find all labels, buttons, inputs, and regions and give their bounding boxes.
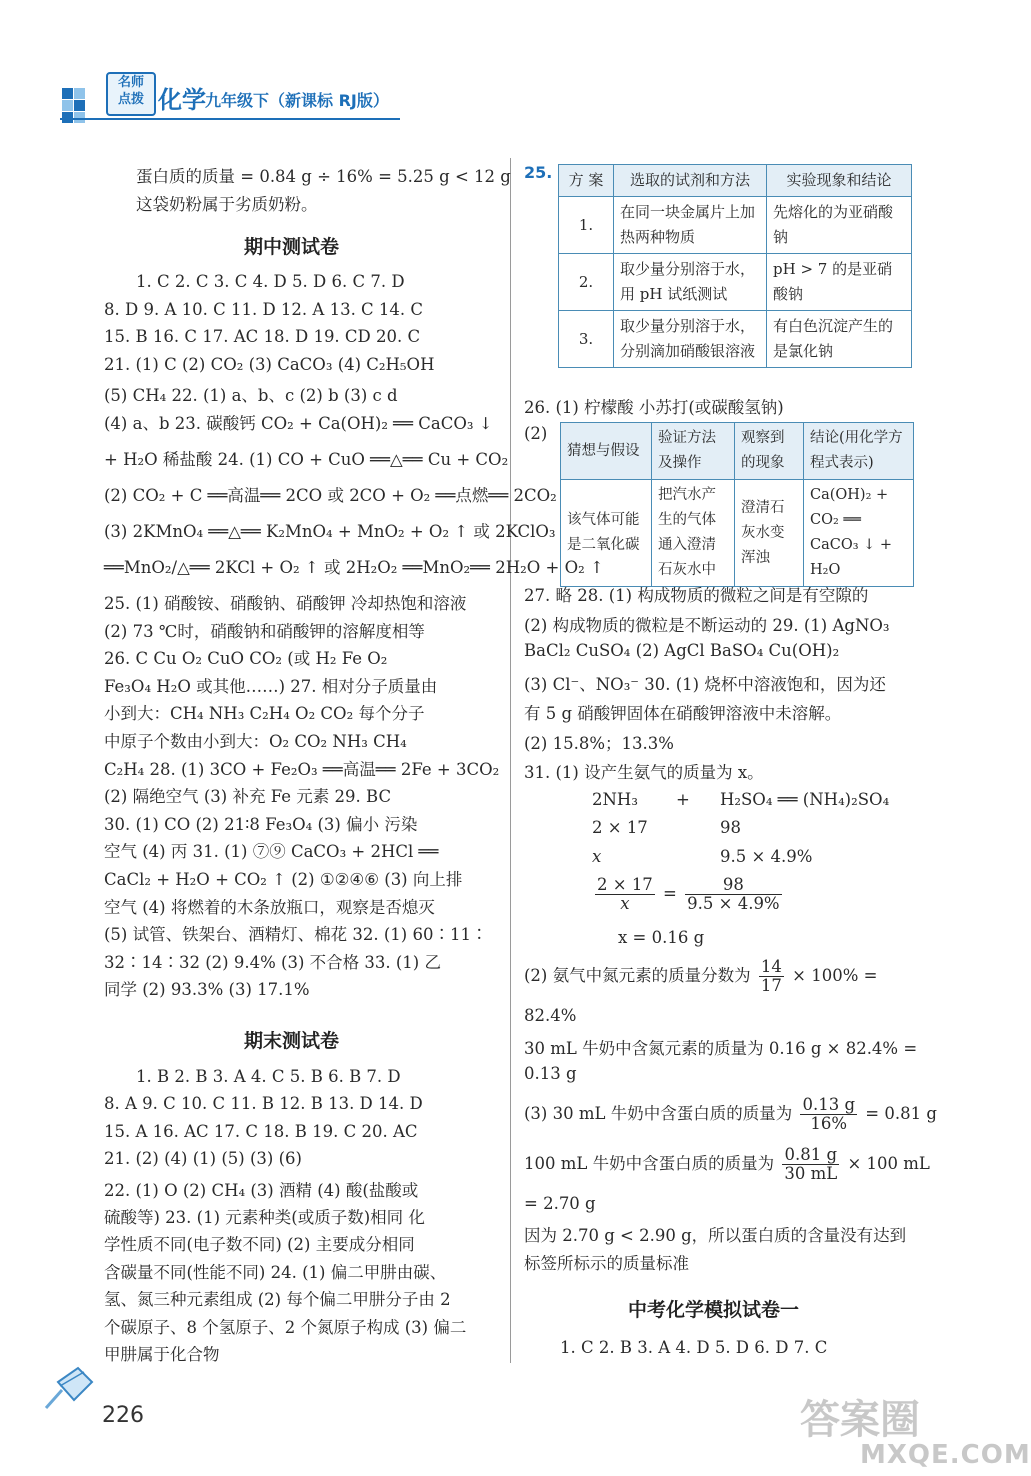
eq-cell: x: [592, 847, 602, 866]
part2-result: 82.4%: [524, 1006, 577, 1025]
eq-cell: 2 × 17: [592, 818, 648, 837]
midterm-answer-line: 26. C Cu O₂ CuO CO₂ (或 H₂ Fe O₂: [104, 649, 388, 669]
final-answer-line: 含碳量不同(性能不同) 24. (1) 偏二甲肼由碳、: [104, 1262, 447, 1282]
final-answer-line: 8. A 9. C 10. C 11. B 12. B 13. D 14. D: [104, 1094, 423, 1114]
header-decoration: [62, 88, 94, 132]
q25-label: 25.: [524, 163, 553, 182]
midterm-answer-line: (2) 隔绝空气 (3) 补充 Fe 元素 29. BC: [104, 787, 392, 807]
midterm-answer-line: ══MnO₂/△══ 2KCl + O₂ ↑ 或 2H₂O₂ ══MnO₂══ 2H₂O + O₂ ↑: [104, 558, 604, 577]
q26-cell: 该气体可能是二氧化碳: [561, 480, 652, 587]
q25-cell: pH > 7 的是亚硝酸钠: [767, 254, 912, 311]
part3-prefix: (3) 30 mL 牛奶中含蛋白质的质量为: [524, 1104, 793, 1123]
series-badge: [106, 72, 156, 116]
q25-header: 选取的试剂和方法: [614, 165, 767, 197]
midterm-answer-line: 同学 (2) 93.3% (3) 17.1%: [104, 980, 310, 1000]
conclusion-line: 因为 2.70 g < 2.90 g，所以蛋白质的含量没有达到: [524, 1226, 907, 1245]
midterm-title: 期中测试卷: [244, 236, 340, 258]
right-answer-line: 31. (1) 设产生氨气的质量为 x。: [524, 763, 764, 782]
part4-prefix: 100 mL 牛奶中含蛋白质的质量为: [524, 1154, 775, 1173]
q26-line: 26. (1) 柠檬酸 小苏打(或碳酸氢钠): [524, 398, 784, 417]
midterm-answer-line: CaCl₂ + H₂O + CO₂ ↑ (2) ①②④⑥ (3) 向上排: [104, 870, 463, 889]
final-answer-line: 学性质不同(电子数不同) (2) 主要成分相同: [104, 1235, 415, 1255]
q26-label: (2): [524, 424, 548, 443]
right-answer-line: BaCl₂ CuSO₄ (2) AgCl BaSO₄ Cu(OH)₂: [524, 641, 840, 660]
column-divider: [510, 158, 511, 1363]
final-answer-line: 15. A 16. AC 17. C 18. B 19. C 20. AC: [104, 1121, 418, 1141]
pushpin-icon: [38, 1360, 100, 1416]
midterm-answer-line: 小到大：CH₄ NH₃ C₂H₄ O₂ CO₂ 每个分子: [104, 704, 425, 724]
midterm-answer-line: (5) CH₄ 22. (1) a、b、c (2) b (3) c d: [104, 386, 398, 406]
midterm-answer-line: (3) 2KMnO₄ ══△══ K₂MnO₄ + MnO₂ + O₂ ↑ 或 2KClO₃: [104, 522, 556, 541]
q25-cell: 1.: [559, 197, 614, 254]
eq-cell: H₂SO₄ ══ (NH₄)₂SO₄: [720, 790, 890, 809]
frac-den: x: [620, 894, 630, 913]
midterm-answer-line: 8. D 9. A 10. C 11. D 12. A 13. C 14. C: [104, 299, 424, 319]
right-answer-line: (2) 构成物质的微粒是不断运动的 29. (1) AgNO₃: [524, 615, 890, 635]
frac-num: 98: [685, 876, 781, 895]
midterm-answer-line: (2) CO₂ + C ══高温══ 2CO 或 2CO + O₂ ══点燃══ 2CO₂: [104, 486, 557, 505]
final-answer-line: 氢、氮三种元素组成 (2) 每个偏二甲肼分子由 2: [104, 1290, 451, 1310]
midterm-answer-line: 32∶14∶32 (2) 9.4% (3) 不合格 33. (1) 乙: [104, 952, 441, 972]
q25-cell: 有白色沉淀产生的是氯化钠: [767, 311, 912, 368]
q25-cell: 2.: [559, 254, 614, 311]
q25-cell: 在同一块金属片上加热两种物质: [614, 197, 767, 254]
frac-den: 30 mL: [784, 1164, 838, 1183]
midterm-answer-line: 空气 (4) 将燃着的木条放瓶口，观察是否熄灭: [104, 897, 435, 917]
watermark-url: MXQE.COM: [860, 1440, 1031, 1470]
right-answer-line: (2) 15.8%；13.3%: [524, 733, 674, 753]
conclusion-line: 标签所标示的质量标准: [524, 1254, 689, 1273]
q26-header: 猜想与假设: [561, 423, 652, 480]
midterm-answer-line: 30. (1) CO (2) 21∶8 Fe₃O₄ (3) 偏小 污染: [104, 814, 418, 834]
eq-cell: 9.5 × 4.9%: [720, 847, 813, 866]
right-answer-line: (3) Cl⁻、NO₃⁻ 30. (1) 烧杯中溶液饱和，因为还: [524, 674, 886, 694]
midterm-answer-line: 1. C 2. C 3. C 4. D 5. D 6. C 7. D: [136, 272, 405, 291]
part2-prefix: (2) 氨气中氮元素的质量分数为: [524, 966, 751, 985]
badge-bottom: 点拨: [117, 92, 144, 107]
q25-table: [558, 164, 912, 368]
mock-answers: 1. C 2. B 3. A 4. D 5. D 6. D 7. C: [560, 1338, 828, 1357]
q26-cell: Ca(OH)₂ + CO₂ ══ CaCO₃ ↓ + H₂O: [804, 480, 914, 587]
proportion: $\frac{2 \times 17}{x}$ = $\frac{98}{9.5 \times 4.9\%}$: [597, 875, 780, 913]
x-result: x = 0.16 g: [618, 928, 705, 947]
midterm-answer-line: Fe₃O₄ H₂O 或其他……) 27. 相对分子质量由: [104, 676, 438, 696]
right-answer-line: 27. 略 28. (1) 构成物质的微粒之间是有空隙的: [524, 586, 869, 605]
midterm-answer-line: 21. (1) C (2) CO₂ (3) CaCO₃ (4) C₂H₅OH: [104, 354, 435, 374]
q25-header: 实验现象和结论: [767, 165, 912, 197]
badge-top: 名师: [117, 75, 144, 90]
part4-line: [524, 1146, 930, 1183]
header-rule: [60, 118, 400, 120]
part2-line: [524, 958, 877, 995]
book-subtitle: 九年级下（新课标 RJ版）: [205, 91, 389, 110]
frac-den: 9.5 × 4.9%: [687, 894, 780, 913]
intro-line: 蛋白质的质量 = 0.84 g ÷ 16% = 5.25 g < 12 g: [136, 167, 511, 186]
midterm-answer-line: + H₂O 稀盐酸 24. (1) CO + CuO ══△══ Cu + CO₂: [104, 450, 509, 469]
midterm-answer-line: 空气 (4) 丙 31. (1) ⑦⑨ CaCO₃ + 2HCl ══: [104, 842, 439, 862]
mock-exam-title: 中考化学模拟试卷一: [628, 1299, 800, 1321]
midterm-answer-line: (4) a、b 23. 碳酸钙 CO₂ + Ca(OH)₂ ══ CaCO₃ ↓: [104, 414, 493, 433]
frac-num: 2 × 17: [597, 875, 653, 894]
q25-header: 方 案: [559, 165, 614, 197]
part2-suffix: × 100% =: [792, 966, 878, 985]
q25-cell: 先熔化的为亚硝酸钠: [767, 197, 912, 254]
q26-header: 结论(用化学方程式表示): [804, 423, 914, 480]
watermark-logo: 答案圈: [800, 1397, 920, 1443]
q25-cell: 取少量分别溶于水，用 pH 试纸测试: [614, 254, 767, 311]
final-answer-line: 1. B 2. B 3. A 4. C 5. B 6. B 7. D: [136, 1067, 401, 1086]
q26-header: 观察到的现象: [735, 423, 804, 480]
final-title: 期末测试卷: [244, 1030, 340, 1052]
final-answer-line: 甲肼属于化合物: [104, 1345, 220, 1364]
midterm-answer-line: (2) 73 ℃时，硝酸钠和硝酸钾的溶解度相等: [104, 621, 425, 641]
eq-cell: +: [676, 790, 690, 809]
frac-num: 0.81 g: [782, 1146, 839, 1165]
subject-title: 化学: [158, 86, 206, 114]
frac-num: 14: [760, 957, 782, 976]
q26-table: [560, 422, 914, 587]
eq-cell: 2NH₃: [592, 790, 638, 809]
midterm-answer-line: 中原子个数由小到大：O₂ CO₂ NH₃ CH₄: [104, 732, 407, 751]
q26-header: 验证方法及操作: [652, 423, 735, 480]
intro-line: 这袋奶粉属于劣质奶粉。: [136, 195, 318, 214]
part2-line2: 30 mL 牛奶中含氮元素的质量为 0.16 g × 82.4% =: [524, 1039, 918, 1058]
frac-num: 0.13 g: [802, 1095, 856, 1114]
right-answer-line: 有 5 g 硝酸钾固体在硝酸钾溶液中未溶解。: [524, 704, 842, 723]
part4-result: = 2.70 g: [524, 1194, 596, 1213]
midterm-answer-line: C₂H₄ 28. (1) 3CO + Fe₂O₃ ══高温══ 2Fe + 3CO₂: [104, 759, 500, 779]
frac-den: 16%: [810, 1114, 848, 1133]
part3-suffix: = 0.81 g: [865, 1104, 937, 1123]
part3-line: [524, 1096, 937, 1133]
midterm-answer-line: 15. B 16. C 17. AC 18. D 19. CD 20. C: [104, 327, 421, 347]
midterm-answer-line: (5) 试管、铁架台、酒精灯、棉花 32. (1) 60∶11∶: [104, 925, 488, 945]
q25-cell: 3.: [559, 311, 614, 368]
final-answer-line: 硫酸等) 23. (1) 元素种类(或质子数)相同 化: [104, 1208, 425, 1227]
q26-cell: 澄清石灰水变浑浊: [735, 480, 804, 587]
part2-line3: 0.13 g: [524, 1064, 577, 1083]
final-answer-line: 21. (2) (4) (1) (5) (3) (6): [104, 1149, 302, 1169]
midterm-answer-line: 25. (1) 硝酸铵、硝酸钠、硝酸钾 冷却热饱和溶液: [104, 594, 467, 613]
part4-suffix: × 100 mL: [847, 1154, 930, 1173]
frac-den: 17: [760, 976, 782, 995]
final-answer-line: 个碳原子、8 个氢原子、2 个氮原子构成 (3) 偏二: [104, 1317, 467, 1337]
final-answer-line: 22. (1) O (2) CH₄ (3) 酒精 (4) 酸(盐酸或: [104, 1180, 419, 1200]
eq-cell: 98: [720, 818, 741, 837]
q26-cell: 把汽水产生的气体通入澄清石灰水中: [652, 480, 735, 587]
q25-cell: 取少量分别溶于水，分别滴加硝酸银溶液: [614, 311, 767, 368]
page-number: 226: [102, 1403, 144, 1428]
